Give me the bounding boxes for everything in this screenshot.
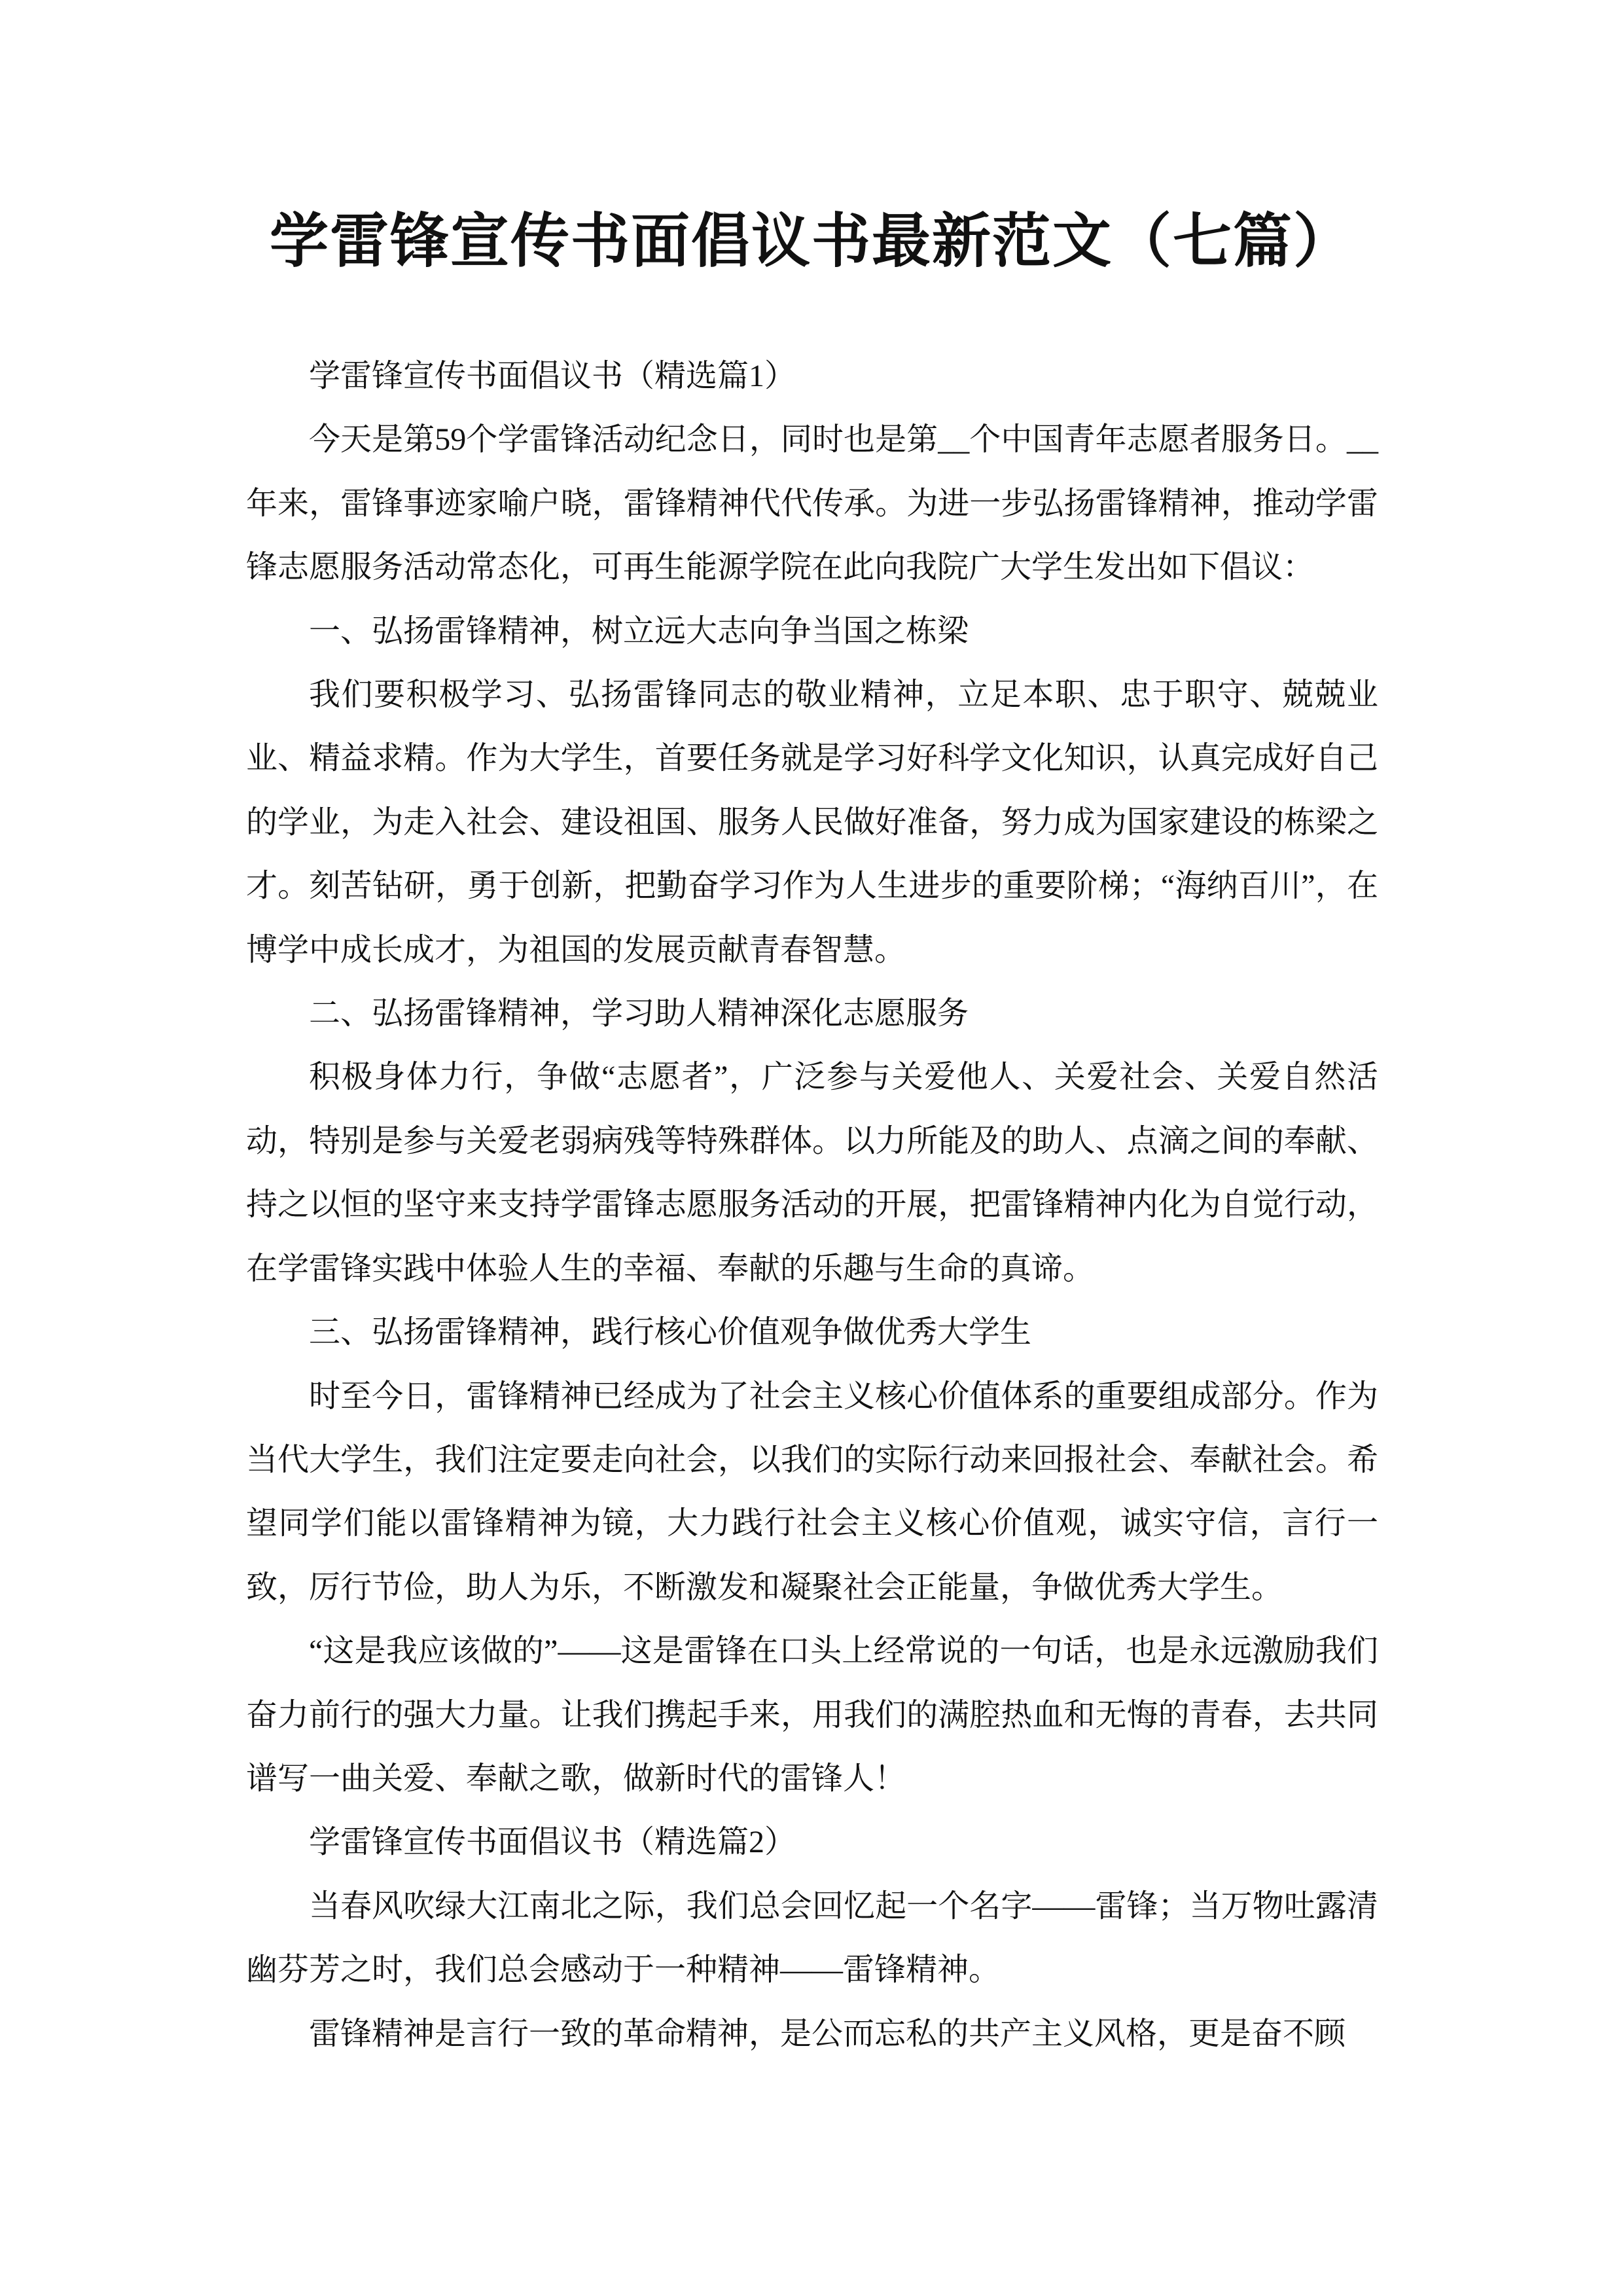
paragraph: 今天是第59个学雷锋活动纪念日，同时也是第__个中国青年志愿者服务日。__年来，雷锋事迹家喻户晓，雷锋精神代代传承。为进一步弘扬雷锋精神，推动学雷锋志愿服务活动常态化，可再生能源学院在此向我院广大学生发出如下倡议：	[246, 422, 1378, 585]
paragraph: 当春风吹绿大江南北之际，我们总会回忆起一个名字——雷锋；当万物吐露清幽芬芳之时，我们总会感动于一种精神——雷锋精神。	[246, 1888, 1378, 1988]
document-body	[246, 344, 1378, 2066]
section-heading: 学雷锋宣传书面倡议书（精选篇2）	[309, 1825, 796, 1860]
subheading: 一、弘扬雷锋精神，树立远大志向争当国之栋梁	[309, 613, 969, 649]
document-title: 学雷锋宣传书面倡议书最新范文（七篇）	[270, 209, 1353, 274]
paragraph: 我们要积极学习、弘扬雷锋同志的敬业精神，立足本职、忠于职守、兢兢业业、精益求精。作为大学生，首要任务就是学习好科学文化知识，认真完成好自己的学业，为走入社会、建设祖国、服务人民做好准备，努力成为国家建设的栋梁之才。刻苦钻研，勇于创新，把勤奋学习作为人生进步的重要阶梯；“海纳百川”，在博学中成长成才，为祖国的发展贡献青春智慧。	[246, 677, 1378, 967]
paragraph: “这是我应该做的”——这是雷锋在口头上经常说的一句话，也是永远激励我们奋力前行的强大力量。让我们携起手来，用我们的满腔热血和无悔的青春，去共同谱写一曲关爱、奉献之歌，做新时代的雷锋人！	[246, 1634, 1378, 1796]
section-heading: 学雷锋宣传书面倡议书（精选篇1）	[309, 359, 796, 393]
paragraph: 积极身体力行，争做“志愿者”，广泛参与关爱他人、关爱社会、关爱自然活动，特别是参与关爱老弱病残等特殊群体。以力所能及的助人、点滴之间的奉献、持之以恒的坚守来支持学雷锋志愿服务活动的开展，把雷锋精神内化为自觉行动，在学雷锋实践中体验人生的幸福、奉献的乐趣与生命的真谛。	[246, 1060, 1378, 1286]
subheading: 三、弘扬雷锋精神，践行核心价值观争做优秀大学生	[309, 1315, 1032, 1350]
subheading: 二、弘扬雷锋精神，学习助人精神深化志愿服务	[309, 996, 969, 1031]
paragraph: 雷锋精神是言行一致的革命精神，是公而忘私的共产主义风格，更是奋不顾	[309, 2016, 1346, 2051]
paragraph: 时至今日，雷锋精神已经成为了社会主义核心价值体系的重要组成部分。作为当代大学生，我们注定要走向社会，以我们的实际行动来回报社会、奉献社会。希望同学们能以雷锋精神为镜，大力践行社会主义核心价值观，诚实守信，言行一致，厉行节俭，助人为乐，不断激发和凝聚社会正能量，争做优秀大学生。	[246, 1378, 1378, 1605]
